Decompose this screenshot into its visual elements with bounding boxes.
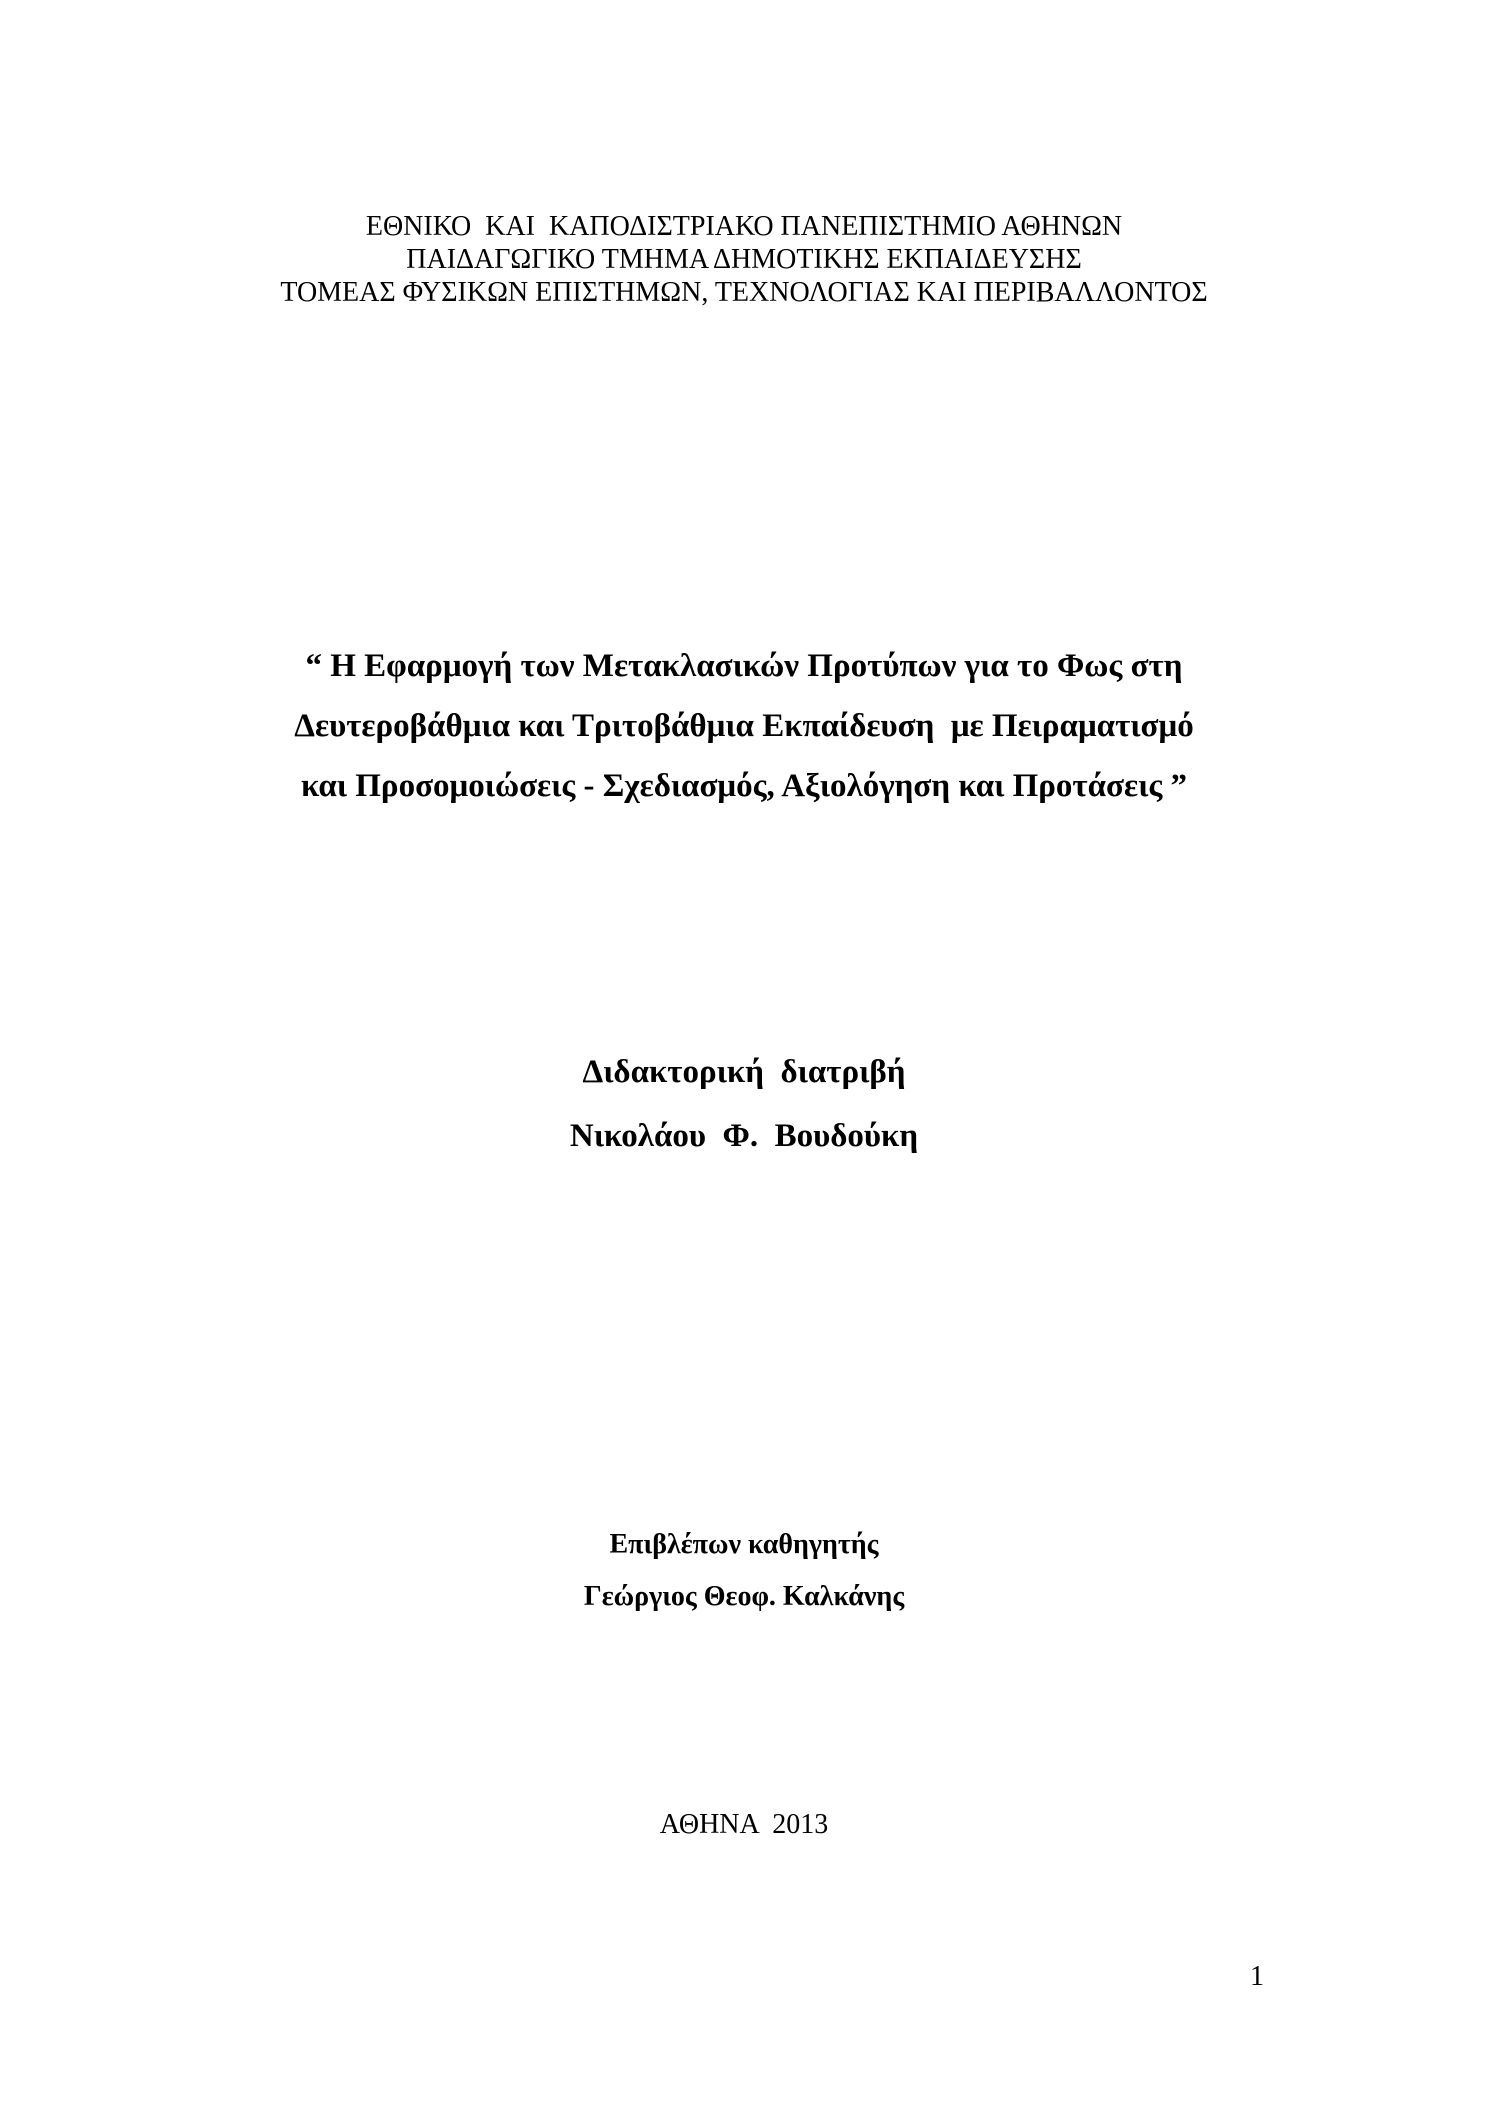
supervisor-name: Γεώργιος Θεοφ. Καλκάνης — [583, 1581, 905, 1612]
supervisor-label: Επιβλέπων καθηγητής — [609, 1529, 879, 1560]
thesis-title-line-3: και Προσομοιώσεις - Σχεδιασμός, Αξιολόγηση και Προτάσεις ” — [300, 768, 1188, 804]
place-year-text: ΑΘΗΝΑ 2013 — [659, 1809, 829, 1840]
section-name: ΤΟΜΕΑΣ ΦΥΣΙΚΩΝ ΕΠΙΣΤΗΜΩΝ, ΤΕΧΝΟΛΟΓΙΑΣ ΚΑΙ ΠΕΡΙΒΑΛΛΟΝΤΟΣ — [280, 277, 1208, 308]
thesis-title-line-1: “ Η Εφαρμογή των Μετακλασικών Προτύπων για το Φως στη — [305, 648, 1183, 684]
thesis-type: Διδακτορική διατριβή — [582, 1054, 906, 1090]
supervisor-info — [0, 1519, 1488, 1623]
place-year — [0, 1808, 1488, 1842]
thesis-title — [0, 636, 1488, 816]
page-number: 1 — [1250, 1961, 1264, 1992]
department-name: ΠΑΙΔΑΓΩΓΙΚΟ ΤΜΗΜΑ ΔΗΜΟΤΙΚΗΣ ΕΚΠΑΙΔΕΥΣΗΣ — [406, 244, 1082, 275]
university-name: ΕΘΝΙΚΟ ΚΑΙ ΚΑΠΟΔΙΣΤΡΙΑΚΟ ΠΑΝΕΠΙΣΤΗΜΙΟ ΑΘΗΝΩΝ — [365, 211, 1123, 242]
institution-header — [0, 210, 1488, 309]
thesis-info — [0, 1040, 1488, 1168]
author-name: Νικολάου Φ. Βουδούκη — [569, 1118, 919, 1154]
thesis-title-line-2: Δευτεροβάθμια και Τριτοβάθμια Εκπαίδευση με Πειραματισμό — [294, 708, 1194, 744]
